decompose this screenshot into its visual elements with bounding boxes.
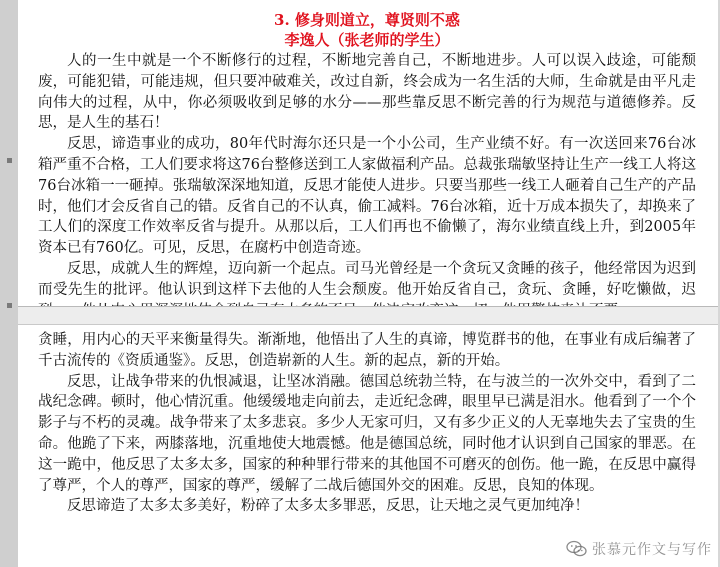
page-bottom-section bbox=[18, 330, 718, 567]
left-margin-strip bbox=[0, 0, 18, 567]
margin-marker bbox=[7, 158, 12, 163]
document-page bbox=[18, 0, 718, 567]
paragraph: 反思谛造了太多太多美好，粉碎了太多太多罪恶，反思，让天地之灵气更加纯净！ bbox=[67, 498, 589, 515]
essay-author: 李逸人（张老师的学生） bbox=[284, 31, 450, 49]
paragraph-continued: 贪睡，用内心的天平来衡量得失。渐渐地，他悟出了人生的真谛，博览群书的他，在事业有成后编著了千古流传的《资质通鉴》。反思，创造崭新的人生。新的起点，新的开始。 bbox=[38, 332, 696, 369]
margin-marker bbox=[7, 303, 12, 308]
paragraph: 反思，谛造事业的成功，80年代时海尔还只是一个小公司，生产业绩不好。有一次送回来76台冰箱严重不合格，工人们要求将这76台整修送到工人家做福利产品。总裁张瑞敏坚持让生产一线工人将这76台冰箱一一砸掉。张瑞敏深深地知道，反思才能使人进步。只要当那些一线工人砸着自己生产的产品时，他们才会反省自己的错。反省自己的不认真，偷工减料。76台冰箱，近十万成本损失了，却换来了工人们的深度工作效率反省与提升。从那以后，工人们再也不偷懒了，海尔业绩直线上升，到2005年资本已有760亿。可见，反思，在腐朽中创造奇迹。 bbox=[38, 136, 696, 257]
page-top-section bbox=[18, 0, 718, 305]
paragraph: 反思，成就人生的辉煌，迈向新一个起点。司马光曾经是一个贪玩又贪睡的孩子，他经常因为迟到而受先生的批评。他认识到这样下去他的人生会颓废。他开始反省自己，贪玩、贪睡，好吃懒做，迟 bbox=[38, 260, 696, 298]
essay-title: 3. 修身则道立，尊贤则不惑 bbox=[274, 11, 460, 29]
watermark bbox=[566, 539, 712, 559]
page-break-gap bbox=[18, 306, 718, 325]
watermark-text: 张慕元作文与写作 bbox=[592, 542, 712, 558]
paragraph: 人的一生中就是一个不断修行的过程，不断地完善自己，不断地进步。人可以误入歧途，可能颓废，可能犯错，可能违规，但只要冲破难关，改过自新，终会成为一名生活的大师，生命就是由平凡走向伟大的过程，从中，你必须吸收到足够的水分——那些靠反思不断完善的行为规范与道德修养。反思，是人生的基石！ bbox=[38, 53, 696, 132]
wechat-icon bbox=[566, 540, 588, 558]
paragraph: 反思，让战争带来的仇恨减退，让坚冰消融。德国总统勃兰特，在与波兰的一次外交中，看到了二战纪念碑。顿时，他心情沉重。他缓缓地走向前去，走近纪念碑，眼里早已满是泪水。他看到了一个个影子与不朽的灵魂。战争带来了太多悲哀。多少人无家可归，又有多少正义的人无辜地失去了宝贵的生命。他跪了下来，两膝落地，沉重地使大地震憾。他是德国总统，同时他才认识到自己国家的罪恶。在这一跪中，他反思了太多太多，国家的种种罪行带来的其他国不可磨灭的创伤。他一跪，在反思中赢得了尊严，个人的尊严，国家的尊严，缓解了二战后德国外交的困难。反思，良知的体现。 bbox=[38, 373, 696, 494]
